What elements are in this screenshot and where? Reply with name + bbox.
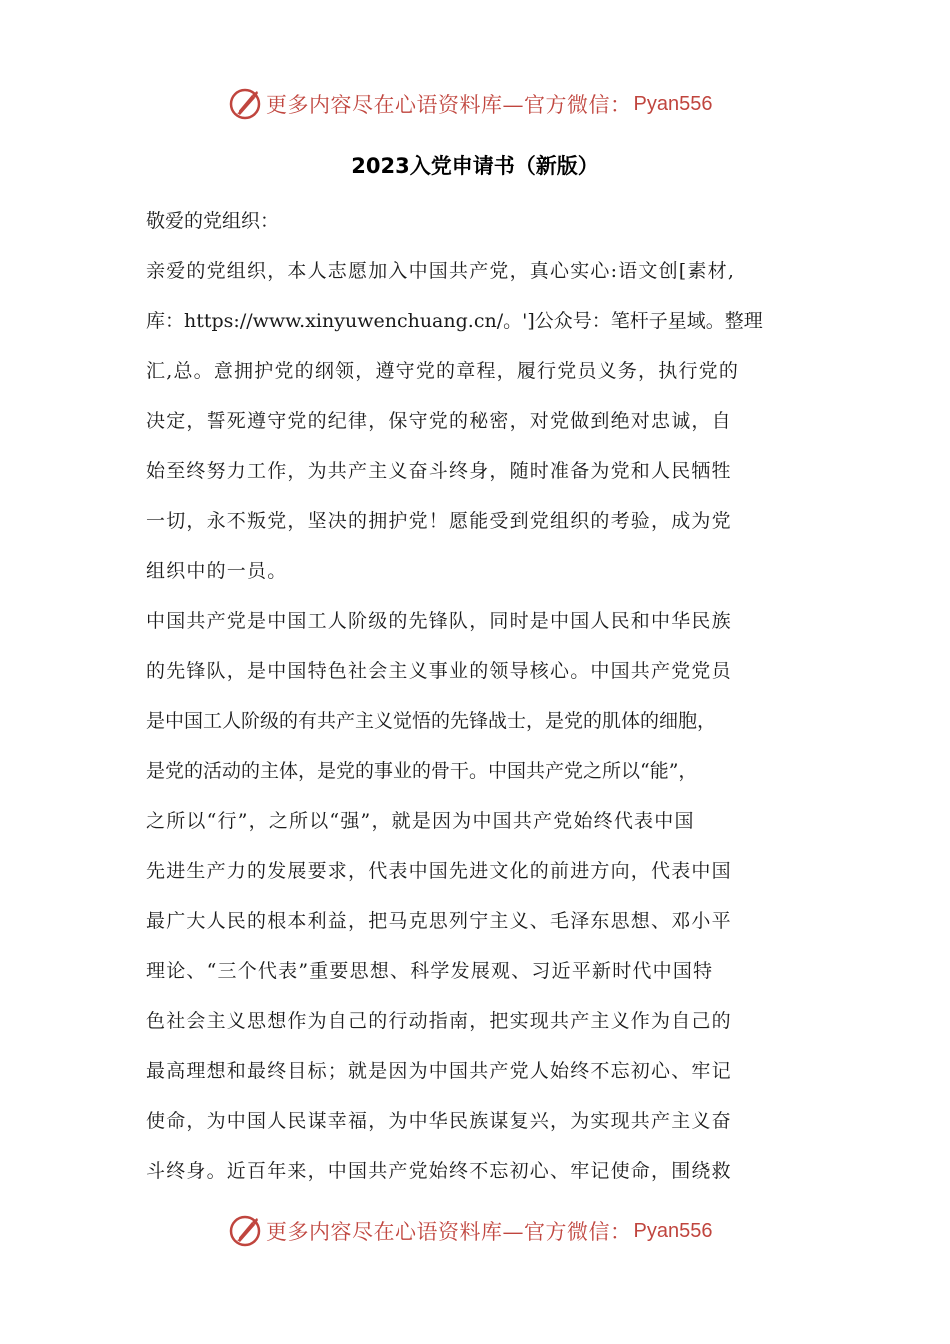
header-banner-wechat-id: Pyan556 xyxy=(633,92,713,115)
body-line: 决定，誓死遵守党的纪律，保守党的秘密，对党做到绝对忠诚，自 xyxy=(146,410,732,432)
body-line: 库：https://www.xinyuwenchuang.cn/。']公众号：笔杆子星域。整理 xyxy=(146,310,763,332)
footer-banner-wechat-id: Pyan556 xyxy=(633,1219,713,1242)
body-line: 先进生产力的发展要求，代表中国先进文化的前进方向，代表中国 xyxy=(146,860,732,882)
body-line: 最广大人民的根本利益，把马克思列宁主义、毛泽东思想、邓小平 xyxy=(146,910,732,932)
footer-banner-text: 更多内容尽在心语资料库—官方微信： xyxy=(266,1220,632,1244)
document-body xyxy=(146,196,806,1196)
body-line: 是中国工人阶级的有共产主义觉悟的先锋战士，是党的肌体的细胞， xyxy=(146,710,717,732)
body-line: 敬爱的党组织： xyxy=(146,210,280,232)
body-line: 组织中的一员。 xyxy=(146,560,288,582)
body-line: 亲爱的党组织，本人志愿加入中国共产党，真心实心:语文创[素材, xyxy=(146,260,736,282)
body-line: 之所以“行”，之所以“强”，就是因为中国共产党始终代表中国 xyxy=(146,810,695,832)
body-line: 使命，为中国人民谋幸福，为中华民族谋复兴，为实现共产主义奋 xyxy=(146,1110,732,1132)
body-line: 理论、“三个代表”重要思想、科学发展观、习近平新时代中国特 xyxy=(146,960,714,982)
header-banner xyxy=(228,84,712,124)
body-line: 色社会主义思想作为自己的行动指南，把实现共产主义作为自己的 xyxy=(146,1010,732,1032)
body-line: 最高理想和最终目标；就是因为中国共产党人始终不忘初心、牢记 xyxy=(146,1060,732,1082)
body-line: 始至终努力工作，为共产主义奋斗终身，随时准备为党和人民牺牲 xyxy=(146,460,732,482)
quill-pen-logo-icon xyxy=(228,1214,262,1248)
body-line: 中国共产党是中国工人阶级的先锋队，同时是中国人民和中华民族 xyxy=(146,610,732,632)
body-line: 一切，永不叛党，坚决的拥护党！愿能受到党组织的考验，成为党 xyxy=(146,510,732,532)
footer-banner xyxy=(228,1211,712,1251)
body-line: 是党的活动的主体，是党的事业的骨干。中国共产党之所以“能”， xyxy=(146,760,698,782)
body-line: 汇,总。意拥护党的纲领，遵守党的章程，履行党员义务，执行党的 xyxy=(146,360,740,382)
header-banner-text: 更多内容尽在心语资料库—官方微信： xyxy=(266,93,632,117)
document-title: 2023入党申请书（新版） xyxy=(351,154,599,178)
quill-pen-logo-icon xyxy=(228,87,262,121)
body-line: 斗终身。近百年来，中国共产党始终不忘初心、牢记使命，围绕救 xyxy=(146,1160,732,1182)
body-line: 的先锋队，是中国特色社会主义事业的领导核心。中国共产党党员 xyxy=(146,660,732,682)
